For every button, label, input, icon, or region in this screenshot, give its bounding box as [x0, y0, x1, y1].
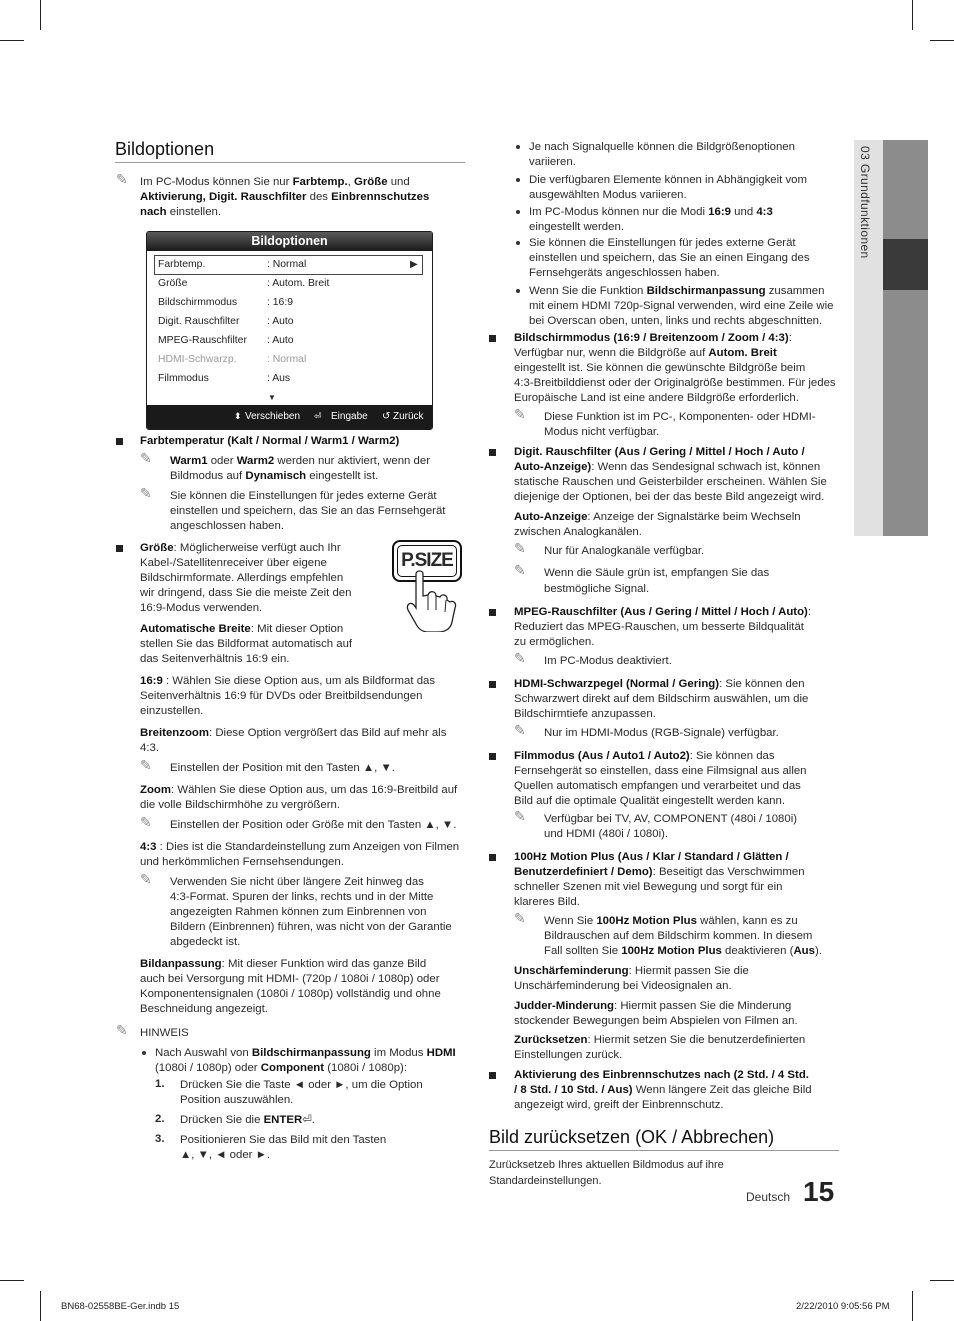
crop-mark	[0, 40, 24, 41]
return-icon: ↺	[382, 411, 391, 422]
text-line: Wenn Sie 100Hz Motion Plus wählen, kann es zu	[544, 915, 798, 927]
bullet-icon	[516, 178, 520, 182]
text-line: 4:3-Format. Spuren der links, rechts und in der Mitte	[170, 891, 434, 903]
side-tab-block	[883, 140, 928, 239]
updown-icon: ⬍	[234, 411, 242, 421]
text-line: Seitenverhältnis 16:9 für DVDs oder Breitbildsendungen	[140, 690, 423, 702]
note-icon: ✎	[140, 757, 152, 773]
text-line: und herkömmlichen Fernsehsendungen.	[140, 856, 344, 868]
section-title: Bildoptionen	[115, 139, 215, 159]
text-line: wir dringend, dass Sie die meiste Zeit den	[140, 587, 352, 599]
text-line: Quellen automatisch empfangen und verarbeitet und das	[514, 780, 801, 792]
text-line: mit einem HDMI 720p-Signal verwenden, wird eine Zeile wie	[529, 300, 834, 312]
square-bullet-icon	[489, 753, 496, 760]
text-line: Wenn Sie die Funktion Bildschirmanpassung zusammen	[529, 285, 825, 297]
note-icon: ✎	[140, 871, 152, 887]
reset-text: Zurücksetzeb Ihres aktuellen Bildmodus auf ihre	[489, 1159, 724, 1171]
text-line: einzustellen.	[140, 705, 204, 717]
text-line: die volle Bildschirmhöhe zu vergrößern.	[140, 799, 341, 811]
square-bullet-icon	[116, 545, 123, 552]
osd-footer	[147, 405, 432, 429]
text-line: 4:3-Breitbilddienst oder der Originalgröße bestimmen. Für jedes	[514, 377, 836, 389]
text-line: Digit. Rauschfilter (Aus / Gering / Mittel / Hoch / Auto /	[514, 446, 805, 458]
text-line: Zoom: Wählen Sie diese Option aus, um das 16:9-Breitbild auf	[140, 784, 458, 796]
page-number: 15	[803, 1176, 835, 1207]
text-line: Diese Funktion ist im PC-, Komponenten- oder HDMI-	[544, 411, 816, 423]
text-line: stockender Bewegungen beim Abspielen von Filmen an.	[514, 1015, 798, 1027]
arrow-down-icon: ▼	[268, 393, 276, 402]
text-line: eingestellt werden.	[529, 221, 624, 233]
text-line: Nur für Analogkanäle verfügbar.	[544, 545, 705, 557]
text-line: Im PC-Modus können nur die Modi 16:9 und 4:3	[529, 206, 773, 218]
text-line: Bildschirmformate. Allerdings empfehlen	[140, 572, 344, 584]
side-tab-block	[883, 239, 928, 290]
text-line: Größe: Möglicherweise verfügt auch Ihr	[140, 542, 341, 554]
text-line: bestmögliche Signal.	[544, 583, 650, 595]
crop-mark	[912, 1291, 913, 1321]
text-line: schneller Szenen mit viel Bewegung und sorgt für ein	[514, 881, 783, 893]
text-line: auch bei Versorgung mit HDMI- (720p / 1080i / 1080p) oder	[140, 973, 440, 985]
bullet-icon	[516, 241, 520, 245]
osd-menu	[146, 231, 433, 430]
text-line: 100Hz Motion Plus (Aus / Klar / Standard / Glätten /	[514, 851, 789, 863]
text-line: Position auszuwählen.	[180, 1094, 294, 1106]
square-bullet-icon	[489, 1072, 496, 1079]
text-line: Judder-Minderung: Hiermit passen Sie die Minderung	[514, 1000, 792, 1012]
text-line: 4:3 : Dies ist die Standardeinstellung zum Anzeigen von Filmen	[140, 841, 460, 853]
crop-mark	[40, 1291, 41, 1321]
text-line: klareres Bild.	[514, 896, 580, 908]
text-line: Nach Auswahl von Bildschirmanpassung im Modus HDMI	[155, 1047, 456, 1059]
osd-row-label[interactable]: HDMI-Schwarzp.	[158, 354, 237, 365]
text-line: Drücken Sie die Taste ◄ oder ►, um die Option	[180, 1079, 423, 1091]
text-line: Im PC-Modus deaktiviert.	[544, 655, 672, 667]
note-icon: ✎	[140, 450, 152, 466]
text-line: Wenn die Säule grün ist, empfangen Sie das	[544, 567, 770, 579]
text-line: Automatische Breite: Mit dieser Option	[140, 623, 344, 635]
text-line: Einstellen der Position mit den Tasten ▲, ▼.	[170, 762, 395, 774]
text-line: Auto-Anzeige: Anzeige der Signalstärke beim Wechseln	[514, 511, 801, 523]
crop-mark	[930, 1280, 954, 1281]
text-line: Beschneidung angezeigt.	[140, 1003, 268, 1015]
footer-language: Deutsch	[746, 1190, 791, 1204]
text-line: Bild auf die optimale Qualität eingestellt werden kann.	[514, 795, 786, 807]
footer-date: 2/22/2010 9:05:56 PM	[796, 1301, 890, 1312]
text-line: variieren.	[529, 156, 576, 168]
text-line: 16:9 : Wählen Sie diese Option aus, um als Bildformat das	[140, 675, 436, 687]
text-line: Bildschirmtiefe anzupassen.	[514, 708, 656, 720]
text-line: Unschärfeminderung bei Videosignalen an.	[514, 980, 732, 992]
text-line: Bildmodus auf Dynamisch eingestellt ist.	[170, 470, 379, 482]
text-line: statische Rauschen und Geisterbilder erscheinen. Wählen Sie	[514, 476, 827, 488]
osd-row-value: : Auto	[267, 316, 294, 327]
section-rule	[489, 1150, 839, 1151]
text-line: Nur im HDMI-Modus (RGB-Signale) verfügbar.	[544, 727, 779, 739]
text-line: Bildern (Einbrennen) führen, was nicht von der Garantie	[170, 921, 452, 933]
intro-line: Im PC-Modus können Sie nur Farbtemp., Größe und	[140, 176, 410, 188]
note-icon: ✎	[514, 540, 526, 556]
text-line: Bildschirmmodus (16:9 / Breitenzoom / Zoom / 4:3):	[514, 332, 792, 344]
text-line: (1080i / 1080p) oder Component (1080i / 1080p):	[155, 1062, 408, 1074]
text-line: Fernsehgerät so einstellen, dass eine Filmsignal aus allen	[514, 765, 807, 777]
text-line: Verfügbar bei TV, AV, COMPONENT (480i / 1080i)	[544, 813, 798, 825]
osd-row-label[interactable]: MPEG-Rauschfilter	[158, 335, 247, 346]
note-icon: ✎	[514, 722, 526, 738]
text-line: 4:3.	[140, 742, 159, 754]
arrow-right-icon: ▶	[410, 259, 418, 270]
text-line: Drücken Sie die ENTER⏎.	[180, 1114, 315, 1126]
square-bullet-icon	[116, 438, 123, 445]
crop-mark	[40, 0, 41, 30]
step-number: 3.	[155, 1133, 165, 1145]
osd-row-value: : Normal	[267, 354, 307, 365]
footer-file: BN68-02558BE-Ger.indb 15	[61, 1301, 180, 1312]
text-line: Aktivierung des Einbrennschutzes nach (2 Std. / 4 Std.	[514, 1069, 809, 1081]
osd-row-value: : 16:9	[267, 297, 293, 308]
square-bullet-icon	[489, 854, 496, 861]
bullet-icon	[516, 145, 520, 149]
text-line: einstellen und speichern, das Sie an einen Eingang des	[529, 252, 810, 264]
section-rule	[115, 162, 465, 163]
text-line: Je nach Signalquelle können die Bildgrößenoptionen	[529, 141, 795, 153]
foot-enter: Eingabe	[331, 411, 368, 422]
text-line: Positionieren Sie das Bild mit den Tasten	[180, 1134, 387, 1146]
osd-row-label[interactable]: Filmmodus	[158, 373, 209, 384]
osd-row-value: : Auto	[267, 335, 294, 346]
square-bullet-icon	[489, 335, 496, 342]
text-line: Sie können die Einstellungen für jedes externe Gerät	[170, 490, 437, 502]
text-line: angezeigten Rahmen können zum Einbrennen von	[170, 906, 427, 918]
chapter-label: 03 Grundfunktionen	[858, 146, 872, 259]
osd-title: Bildoptionen	[147, 232, 432, 251]
text-line: Farbtemperatur (Kalt / Normal / Warm1 / Warm2)	[140, 435, 400, 447]
note-icon: ✎	[116, 171, 128, 187]
text-line: Europäische Land ist eine andere Bildgröße erforderlich.	[514, 392, 799, 404]
text-line: eingestellt ist. Sie können die gewünschte Bildgröße beim	[514, 362, 806, 374]
text-line: abgedeckt ist.	[170, 936, 241, 948]
osd-row-value: : Aus	[267, 373, 291, 384]
text-line: Kabel-/Satellitenreceiver über eigene	[140, 557, 327, 569]
side-tab-block	[883, 290, 928, 536]
text-line: Einstellen der Position oder Größe mit den Tasten ▲, ▼.	[170, 819, 457, 831]
osd-row-label[interactable]: Größe	[158, 278, 188, 289]
text-line: Reduziert das MPEG-Rauschen, um besserte Bildqualität	[514, 621, 804, 633]
note-icon: ✎	[514, 562, 526, 578]
intro-line: nach einstellen.	[140, 206, 222, 218]
note-icon: ✎	[140, 485, 152, 501]
text-line: Modus nicht verfügbar.	[544, 426, 660, 438]
text-line: zu ermöglichen.	[514, 636, 595, 648]
text-line: Bildrauschen auf dem Bildschirm kommen. In diesem	[544, 930, 813, 942]
text-line: angeschlossen haben.	[170, 520, 284, 532]
text-line: ausgewählten Modus variieren.	[529, 189, 687, 201]
text-line: diejenige der Optionen, bei der das beste Bild angezeigt wird.	[514, 491, 825, 503]
text-line: Filmmodus (Aus / Auto1 / Auto2): Sie können das	[514, 750, 775, 762]
text-line: Verfügbar nur, wenn die Bildgröße auf Autom. Breit	[514, 347, 777, 359]
intro-line: Aktivierung, Digit. Rauschfilter des Einbrennschutzes	[140, 191, 430, 203]
bullet-icon	[516, 289, 520, 293]
text-line: und HDMI (480i / 1080i).	[544, 828, 669, 840]
text-line: / 8 Std. / 10 Std. / Aus) Wenn längere Zeit das gleiche Bild	[514, 1084, 812, 1096]
enter-icon: ⏎	[314, 411, 322, 421]
osd-row-value: : Normal	[267, 259, 307, 270]
bullet-icon	[516, 210, 520, 214]
text-line: HINWEIS	[140, 1027, 189, 1039]
foot-move: Verschieben	[245, 411, 301, 422]
step-number: 1.	[155, 1078, 165, 1090]
crop-mark	[0, 1280, 24, 1281]
square-bullet-icon	[489, 449, 496, 456]
text-line: Einstellungen zurück.	[514, 1049, 623, 1061]
text-line: Auto-Anzeige): Wenn das Sendesignal schwach ist, können	[514, 461, 821, 473]
text-line: Benutzerdefiniert / Demo): Beseitigt das Verschwimmen	[514, 866, 805, 878]
foot-back: Zurück	[393, 411, 424, 422]
note-icon: ✎	[116, 1022, 128, 1038]
text-line: Fall sollten Sie 100Hz Motion Plus deaktivieren (Aus).	[544, 945, 822, 957]
text-line: Sie können die Einstellungen für jedes externe Gerät	[529, 237, 796, 249]
text-line: Zurücksetzen: Hiermit setzen Sie die benutzerdefinierten	[514, 1034, 806, 1046]
reset-text: Standardeinstellungen.	[489, 1175, 602, 1187]
psize-label: P.SIZE	[397, 545, 457, 577]
text-line: zwischen Analogkanälen.	[514, 526, 642, 538]
text-line: Schwarzwert direkt auf dem Bildschirm auswählen, um die	[514, 693, 809, 705]
text-line: ▲, ▼, ◄ oder ►.	[180, 1149, 271, 1161]
text-line: Bildanpassung: Mit dieser Funktion wird das ganze Bild	[140, 958, 427, 970]
text-line: HDMI-Schwarzpegel (Normal / Gering): Sie können den	[514, 678, 805, 690]
text-line: das Seitenverhältnis 16:9 ein.	[140, 653, 290, 665]
note-icon: ✎	[514, 650, 526, 666]
text-line: Verwenden Sie nicht über längere Zeit hinweg das	[170, 876, 424, 888]
note-icon: ✎	[140, 814, 152, 830]
crop-mark	[930, 40, 954, 41]
bullet-icon	[142, 1051, 146, 1055]
osd-row-value: : Autom. Breit	[267, 278, 330, 289]
text-line: 16:9-Modus verwenden.	[140, 602, 263, 614]
note-icon: ✎	[514, 808, 526, 824]
text-line: Komponentensignalen (1080i / 1080p) vollständig und ohne	[140, 988, 441, 1000]
note-icon: ✎	[514, 910, 526, 926]
reset-title: Bild zurücksetzen (OK / Abbrechen)	[489, 1127, 775, 1147]
osd-row-label[interactable]: Farbtemp.	[158, 259, 206, 270]
hand-icon	[398, 570, 462, 632]
text-line: Unschärfeminderung: Hiermit passen Sie die	[514, 965, 749, 977]
step-number: 2.	[155, 1113, 165, 1125]
osd-row-label[interactable]: Bildschirmmodus	[158, 297, 238, 308]
osd-row-label[interactable]: Digit. Rauschfilter	[158, 316, 240, 327]
square-bullet-icon	[489, 681, 496, 688]
text-line: bei Overscan oben, unten, links und rechts abgeschnitten.	[529, 315, 823, 327]
text-line: stellen Sie das Bildformat automatisch auf	[140, 638, 353, 650]
note-icon: ✎	[514, 406, 526, 422]
text-line: angezeigt wird, greift der Einbrennschutz.	[514, 1099, 724, 1111]
text-line: MPEG-Rauschfilter (Aus / Gering / Mittel / Hoch / Auto):	[514, 606, 812, 618]
text-line: einstellen und speichern, das Sie an das Fernsehgerät	[170, 505, 446, 517]
text-line: Breitenzoom: Diese Option vergrößert das Bild auf mehr als	[140, 727, 447, 739]
text-line: Die verfügbaren Elemente können in Abhängigkeit vom	[529, 174, 807, 186]
square-bullet-icon	[489, 609, 496, 616]
text-line: Fernsehgeräts angeschlossen haben.	[529, 267, 720, 279]
crop-mark	[912, 0, 913, 30]
text-line: Warm1 oder Warm2 werden nur aktiviert, wenn der	[170, 455, 431, 467]
